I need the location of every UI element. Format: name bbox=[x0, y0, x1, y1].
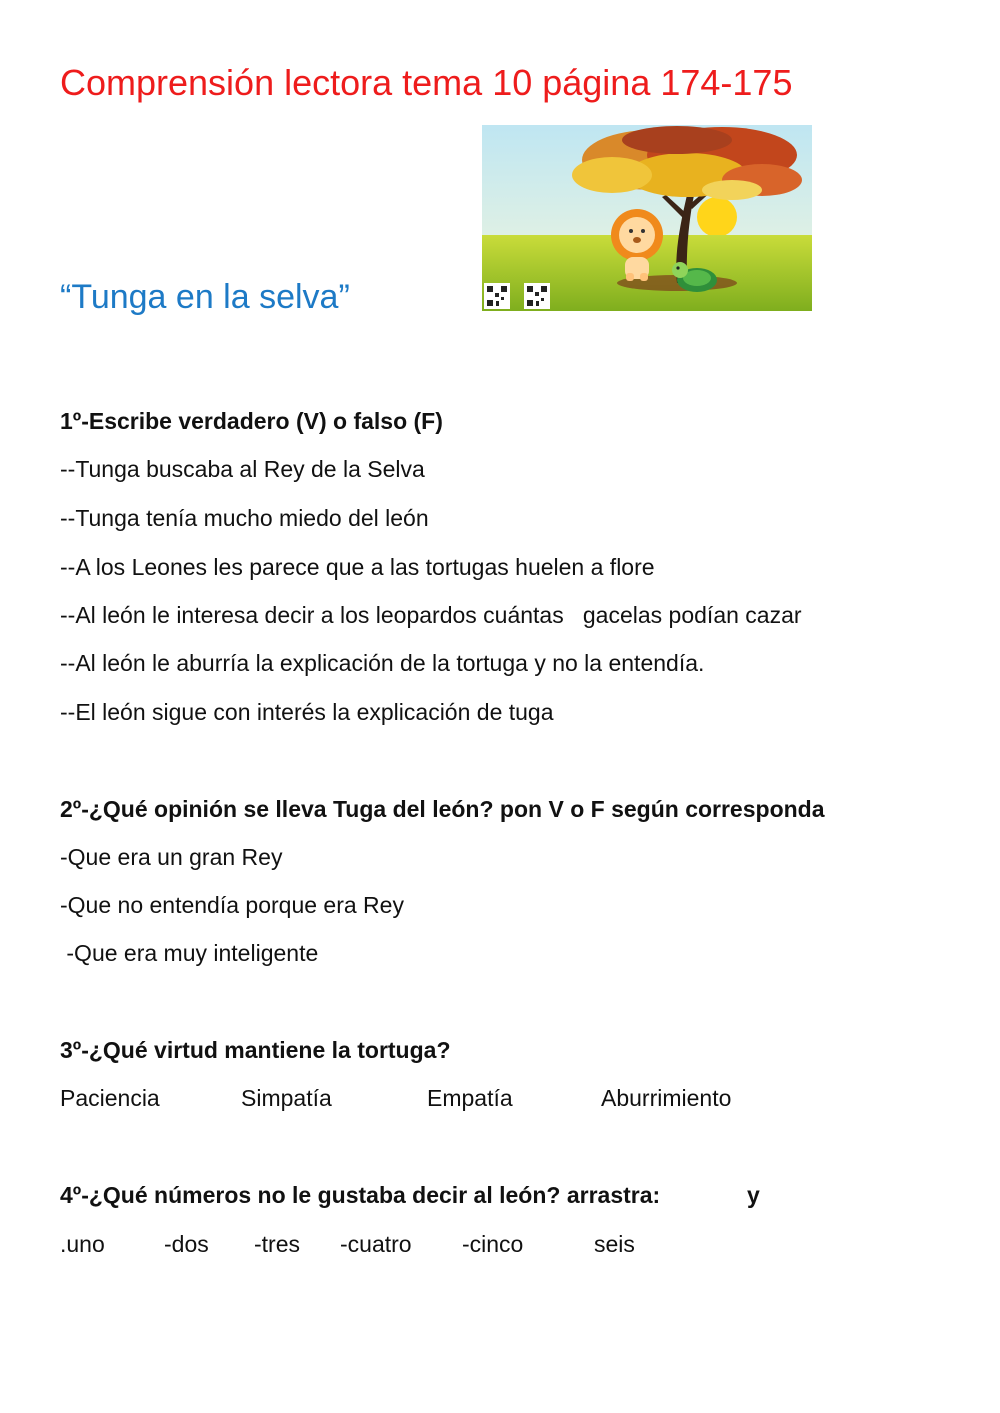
q2-item: -Que era un gran Rey bbox=[60, 844, 283, 870]
q3-option-simpatia[interactable]: Simpatía bbox=[241, 1085, 332, 1111]
q1-item: --El león sigue con interés la explicación de tuga bbox=[60, 699, 554, 725]
q1-heading: 1º-Escribe verdadero (V) o falso (F) bbox=[60, 408, 443, 434]
lion-turtle-tree-illustration bbox=[482, 125, 812, 311]
q4-option-uno[interactable]: .uno bbox=[60, 1231, 105, 1257]
q4-heading: 4º-¿Qué números no le gustaba decir al león? arrastra: bbox=[60, 1182, 661, 1208]
q4-option-cinco[interactable]: -cinco bbox=[462, 1231, 524, 1257]
q1-item: --Al león le interesa decir a los leopardos cuántas gacelas podían cazar bbox=[60, 602, 802, 628]
page-title: Comprensión lectora tema 10 página 174-175 bbox=[60, 62, 793, 103]
q3-option-empatia[interactable]: Empatía bbox=[427, 1085, 513, 1111]
q3-heading: 3º-¿Qué virtud mantiene la tortuga? bbox=[60, 1037, 451, 1063]
q2-item: -Que era muy inteligente bbox=[60, 940, 319, 966]
q2-item: -Que no entendía porque era Rey bbox=[60, 892, 404, 918]
q1-item: --Tunga tenía mucho miedo del león bbox=[60, 505, 429, 531]
q3-option-paciencia[interactable]: Paciencia bbox=[60, 1085, 160, 1111]
q4-option-seis[interactable]: seis bbox=[594, 1231, 635, 1257]
q4-option-cuatro[interactable]: -cuatro bbox=[340, 1231, 412, 1257]
q3-option-aburrimiento[interactable]: Aburrimiento bbox=[601, 1085, 732, 1111]
q4-connector: y bbox=[747, 1182, 760, 1208]
q1-item: --Tunga buscaba al Rey de la Selva bbox=[60, 456, 425, 482]
q4-option-dos[interactable]: -dos bbox=[164, 1231, 209, 1257]
q1-item: --A los Leones les parece que a las tortugas huelen a flore bbox=[60, 554, 655, 580]
story-title: “Tunga en la selva” bbox=[60, 278, 350, 316]
q4-option-tres[interactable]: -tres bbox=[254, 1231, 300, 1257]
q2-heading: 2º-¿Qué opinión se lleva Tuga del león? pon V o F según corresponda bbox=[60, 796, 825, 822]
q1-item: --Al león le aburría la explicación de la tortuga y no la entendía. bbox=[60, 650, 705, 676]
